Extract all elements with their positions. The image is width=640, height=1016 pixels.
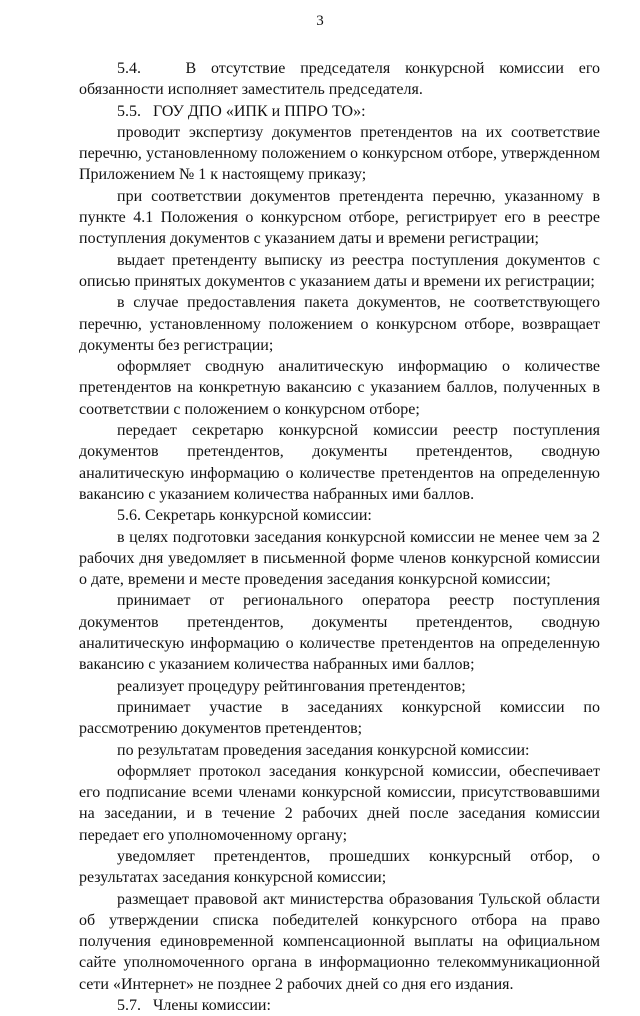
paragraph-notify-candidates: уведомляет претендентов, прошедших конкурсный отбор, о результатах заседания конкурсной комиссии; (79, 847, 600, 887)
paragraph-transfer: передает секретарю конкурсной комиссии реестр поступления документов претендентов, документы претендентов, сводную аналитическую информацию о количестве претендентов на определенную вакансию с указанием количества набранных ими баллов. (79, 422, 600, 503)
paragraph-expertise: проводит экспертизу документов претендентов на их соответствие перечню, установленному положением о конкурсном отборе, утвержденном Приложением № 1 к настоящему приказу; (79, 123, 600, 184)
paragraph-results-intro: по результатам проведения заседания конкурсной комиссии: (117, 741, 530, 759)
paragraph-accept-registry: принимает от регионального оператора реестр поступления документов претендентов, документы претендентов, сводную аналитическую информацию о количестве претендентов на определенную вакансию с указанием количества набранных ими баллов; (79, 592, 600, 674)
paragraph-registration: при соответствии документов претендента перечню, указанному в пункте 4.1 Положения о конкурсном отборе, регистрирует его в реестре поступления документов с указанием даты и времени регистрации; (79, 187, 600, 248)
paragraph-notify-members: в целях подготовки заседания конкурсной комиссии не менее чем за 2 рабочих дня уведомляет в письменной форме членов конкурсной комиссии о дате, времени и месте проведения заседания конкурсной комиссии; (79, 528, 600, 589)
paragraph-extract: выдает претенденту выписку из реестра поступления документов с описью принятых документов с указанием даты и времени их регистрации; (79, 251, 600, 290)
paragraph-5-4: 5.4. В отсутствие председателя конкурсной комиссии его обязанности исполняет заместитель председателя. (79, 60, 600, 99)
paragraph-rating: реализует процедуру рейтингования претендентов; (117, 677, 466, 695)
document-body (79, 58, 600, 1016)
page-number: 3 (316, 13, 324, 29)
paragraph-protocol: оформляет протокол заседания конкурсной комиссии, обеспечивает его подписание всеми членами конкурсной комиссии, присутствовавшими на заседании, и в течение 2 рабочих дней после заседания комиссии передает его уполномоченному органу; (79, 762, 600, 844)
paragraph-return-docs: в случае предоставления пакета документов, не соответствующего перечню, установленному положением о конкурсном отборе, возвращает документы без регистрации; (79, 294, 600, 354)
paragraph-5-5-heading: 5.5. ГОУ ДПО «ИПК и ППРО ТО»: (117, 102, 366, 120)
paragraph-analytics: оформляет сводную аналитическую информацию о количестве претендентов на конкретную вакансию с указанием баллов, полученных в соответствии с положением о конкурсном отборе; (79, 358, 600, 418)
paragraph-participation: принимает участие в заседаниях конкурсной комиссии по рассмотрению документов претендентов; (79, 698, 600, 738)
paragraph-publish-act: размещает правовой акт министерства образования Тульской области об утверждении списка победителей конкурсного отбора на право получения единовременной компенсационной выплаты на официальном сайте уполномоченного органа в информационно телекоммуникационной сети «Интернет» не позднее 2 рабочих дней со дня его издания. (79, 890, 600, 993)
paragraph-5-7-heading: 5.7. Члены комиссии: (117, 997, 271, 1015)
paragraph-5-6-heading: 5.6. Секретарь конкурсной комиссии: (117, 507, 372, 525)
